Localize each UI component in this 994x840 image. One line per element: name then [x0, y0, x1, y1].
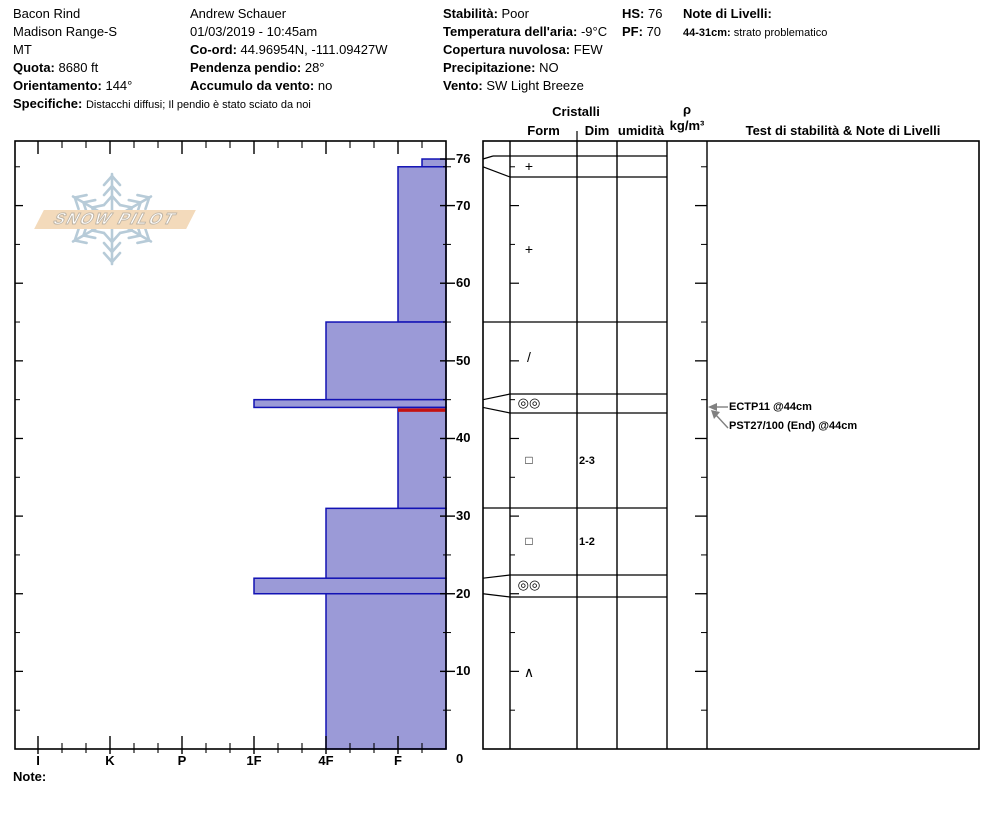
field-value: 8680 ft — [58, 60, 99, 75]
snowpilot-logo-text: SNOW PILOT — [49, 211, 180, 228]
header-col2-line-0 — [190, 5, 286, 22]
header-col2-line-1 — [190, 23, 317, 40]
col-header-dim: Dim — [584, 123, 610, 138]
col-header-density-unit: kg/m³ — [669, 118, 705, 133]
grain-form-symbol: / — [527, 349, 531, 365]
field-value: 144° — [105, 78, 133, 93]
hardness-bar-31-22cm — [326, 508, 446, 578]
hardness-axis-label: 1F — [246, 753, 262, 768]
field-label: Copertura nuvolosa: — [443, 42, 574, 57]
layer-depth-connector — [483, 156, 493, 159]
grain-form-symbol: ∧ — [523, 664, 535, 680]
grain-form-symbol: □ — [525, 452, 533, 467]
field-value: 28° — [304, 60, 325, 75]
col-header-form: Form — [527, 123, 560, 138]
header-col1-line-2 — [13, 41, 32, 58]
depth-axis-label: 70 — [456, 197, 471, 213]
field-value: SW Light Breeze — [486, 78, 584, 93]
field-value: Madison Range-S — [13, 24, 118, 39]
header-col1-line-4 — [13, 77, 132, 94]
layer-note-depth: 44-31cm: — [683, 27, 731, 39]
layer-depth-connector — [483, 407, 510, 413]
depth-axis-label: 20 — [456, 585, 471, 601]
ect-arrowhead — [708, 403, 717, 411]
field-value: 01/03/2019 - 10:45am — [190, 24, 318, 39]
depth-axis-label: 10 — [456, 663, 471, 679]
header-col1-line-0 — [13, 5, 80, 22]
depth-axis-label: 50 — [456, 352, 471, 368]
field-label: Stabilità: — [443, 6, 502, 21]
hardness-bar-20-0cm — [326, 594, 446, 749]
grain-table-border — [483, 141, 979, 749]
field-label: Quota: — [13, 60, 59, 75]
depth-axis-label: 40 — [456, 430, 471, 446]
hardness-bar-75-55cm — [398, 167, 446, 322]
hardness-bar-76-75cm — [422, 159, 446, 167]
hardness-axis-label: K — [105, 753, 115, 768]
cristalli-title: Cristalli — [552, 104, 600, 119]
hardness-axis-label: I — [36, 753, 40, 768]
field-value: FEW — [573, 42, 603, 57]
header-col2-line-2 — [190, 41, 388, 58]
header-col3-line-2 — [443, 41, 603, 58]
grain-form-symbol: + — [524, 157, 534, 174]
note-label: Note: — [13, 769, 47, 784]
field-value: no — [317, 78, 333, 93]
grain-form-symbol: □ — [525, 533, 533, 548]
hs-value: 76 — [648, 6, 663, 21]
layer-note-text: strato problematico — [733, 27, 828, 39]
header-col3-line-3 — [443, 59, 559, 76]
header-col1-line-1 — [13, 23, 117, 40]
depth-axis-label: 76 — [456, 151, 471, 166]
hardness-bar-55-45cm — [326, 322, 446, 400]
depth-axis-label: 30 — [456, 508, 471, 524]
pf-label: PF: — [622, 24, 643, 39]
grain-form-symbol: + — [524, 240, 534, 257]
hardness-bar-45-44cm — [254, 400, 446, 408]
specifiche-label: Specifiche: — [13, 96, 83, 111]
field-value: Poor — [501, 6, 529, 21]
grain-form-symbol: ◎◎ — [517, 394, 541, 410]
field-value: Andrew Schauer — [190, 6, 287, 21]
field-label: Temperatura dell'aria: — [443, 24, 581, 39]
hardness-axis-label: F — [394, 753, 402, 768]
field-label: Co-ord: — [190, 42, 241, 57]
col-header-tests: Test di stabilità & Note di Livelli — [745, 123, 941, 138]
field-label: Accumulo da vento: — [190, 78, 318, 93]
layer-notes-title: Note di Livelli: — [683, 6, 772, 21]
header-col3-line-4 — [443, 77, 584, 94]
grain-size-value: 2-3 — [579, 454, 595, 467]
col-header-umidita: umidità — [617, 123, 665, 138]
depth-axis-label: 60 — [456, 275, 471, 291]
hs-label: HS: — [622, 6, 645, 21]
grain-form-symbol: ◎◎ — [517, 577, 541, 592]
hardness-bar-44-31cm — [398, 407, 446, 508]
field-value: 44.96954N, -111.09427W — [240, 42, 388, 57]
weak-layer-marker — [398, 408, 446, 411]
hardness-axis-label: P — [177, 753, 187, 768]
pf-value: 70 — [646, 24, 662, 39]
depth-axis-label: 0 — [456, 751, 464, 766]
test-result-pst: PST27/100 (End) @44cm — [729, 420, 858, 432]
field-label: Pendenza pendio: — [190, 60, 305, 75]
header-col2-line-4 — [190, 77, 332, 94]
hardness-axis-label: 4F — [318, 753, 334, 768]
header-col3-line-0 — [443, 5, 529, 22]
test-result-ect: ECTP11 @44cm — [729, 401, 812, 413]
specifiche-value: Distacchi diffusi; Il pendio è stato sciato da noi — [85, 99, 311, 111]
field-label: Orientamento: — [13, 78, 106, 93]
pst-arrow-line — [716, 415, 728, 428]
field-value: -9°C — [580, 24, 608, 39]
grain-size-value: 1-2 — [579, 535, 595, 548]
field-label: Vento: — [443, 78, 487, 93]
col-header-density-symbol: ρ — [682, 102, 692, 117]
layer-depth-connector — [483, 594, 510, 597]
header-col3-line-1 — [443, 23, 607, 40]
field-value: Bacon Rind — [13, 6, 81, 21]
layer-depth-connector — [483, 575, 510, 578]
hardness-bar-22-20cm — [254, 578, 446, 594]
header-col1-line-3 — [13, 59, 98, 76]
layer-depth-connector — [483, 167, 510, 177]
layer-depth-connector — [483, 394, 510, 400]
field-value: MT — [13, 42, 32, 57]
field-value: NO — [539, 60, 559, 75]
field-label: Precipitazione: — [443, 60, 540, 75]
header-col2-line-3 — [190, 59, 325, 76]
